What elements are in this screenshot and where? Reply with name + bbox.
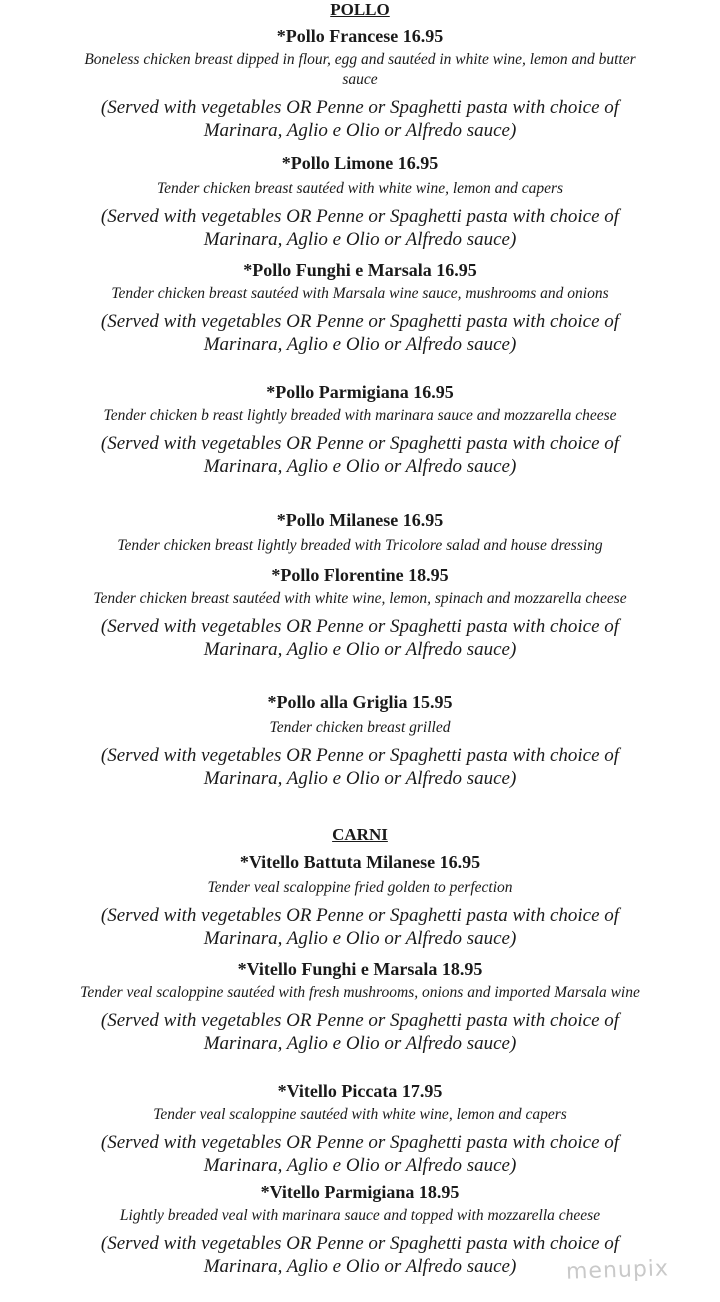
item-served-note: (Served with vegetables OR Penne or Spaghetti pasta with choice of Marinara, Aglio e Olio or Alfredo sauce)	[100, 745, 620, 789]
item-name: *Vitello Parmigiana 18.95	[260, 1182, 460, 1202]
item-description: Tender veal scaloppine fried golden to perfection	[207, 879, 513, 896]
item-description: Tender chicken breast lightly breaded with Tricolore salad and house dressing	[117, 537, 603, 554]
menu-item	[0, 958, 720, 1055]
menu-item	[0, 259, 720, 356]
menu-item	[0, 152, 720, 251]
section-title-carni: CARNI	[332, 825, 388, 844]
menu-item	[0, 1080, 720, 1177]
item-name: *Pollo Francese 16.95	[276, 26, 444, 46]
item-name: *Pollo Florentine 18.95	[271, 565, 449, 585]
item-served-note: (Served with vegetables OR Penne or Spaghetti pasta with choice of Marinara, Aglio e Olio or Alfredo sauce)	[100, 1233, 620, 1277]
item-description: Tender chicken breast grilled	[269, 719, 451, 736]
item-served-note: (Served with vegetables OR Penne or Spaghetti pasta with choice of Marinara, Aglio e Olio or Alfredo sauce)	[100, 905, 620, 949]
item-description: Tender veal scaloppine sautéed with fresh mushrooms, onions and imported Marsala wine	[80, 984, 640, 1001]
item-description: Tender veal scaloppine sautéed with white wine, lemon and capers	[153, 1106, 567, 1123]
menu-item	[0, 691, 720, 790]
item-description: Tender chicken breast sautéed with white wine, lemon and capers	[156, 180, 564, 197]
item-name: *Pollo alla Griglia 15.95	[267, 692, 453, 712]
menu-item	[0, 25, 720, 142]
item-description: Tender chicken breast sautéed with Marsala wine sauce, mushrooms and onions	[111, 285, 609, 302]
item-name: *Pollo Limone 16.95	[281, 153, 439, 173]
menu-item	[0, 509, 720, 556]
item-served-note: (Served with vegetables OR Penne or Spaghetti pasta with choice of Marinara, Aglio e Olio or Alfredo sauce)	[100, 1010, 620, 1054]
item-served-note: (Served with vegetables OR Penne or Spaghetti pasta with choice of Marinara, Aglio e Olio or Alfredo sauce)	[100, 1132, 620, 1176]
item-name: *Vitello Piccata 17.95	[277, 1081, 443, 1101]
item-served-note: (Served with vegetables OR Penne or Spaghetti pasta with choice of Marinara, Aglio e Olio or Alfredo sauce)	[100, 616, 620, 660]
item-served-note: (Served with vegetables OR Penne or Spaghetti pasta with choice of Marinara, Aglio e Olio or Alfredo sauce)	[100, 206, 620, 250]
menu-item	[0, 381, 720, 478]
item-name: *Pollo Milanese 16.95	[276, 510, 444, 530]
item-description: Tender chicken breast sautéed with white wine, lemon, spinach and mozzarella cheese	[93, 590, 627, 607]
section-title-pollo: POLLO	[330, 0, 390, 19]
item-description: Lightly breaded veal with marinara sauce and topped with mozzarella cheese	[119, 1207, 601, 1224]
item-description: Tender chicken b reast lightly breaded with marinara sauce and mozzarella cheese	[103, 407, 617, 424]
item-name: *Pollo Funghi e Marsala 16.95	[243, 260, 477, 280]
item-description: Boneless chicken breast dipped in flour, egg and sautéed in white wine, lemon and butter sauce	[84, 51, 636, 88]
item-served-note: (Served with vegetables OR Penne or Spaghetti pasta with choice of Marinara, Aglio e Olio or Alfredo sauce)	[100, 311, 620, 355]
item-served-note: (Served with vegetables OR Penne or Spaghetti pasta with choice of Marinara, Aglio e Olio or Alfredo sauce)	[100, 97, 620, 141]
menu-item	[0, 851, 720, 950]
item-name: *Vitello Funghi e Marsala 18.95	[237, 959, 483, 979]
menu-item	[0, 564, 720, 661]
menupix-watermark: menupix	[565, 1256, 670, 1285]
item-name: *Pollo Parmigiana 16.95	[266, 382, 454, 402]
item-name: *Vitello Battuta Milanese 16.95	[239, 852, 481, 872]
item-served-note: (Served with vegetables OR Penne or Spaghetti pasta with choice of Marinara, Aglio e Olio or Alfredo sauce)	[100, 433, 620, 477]
